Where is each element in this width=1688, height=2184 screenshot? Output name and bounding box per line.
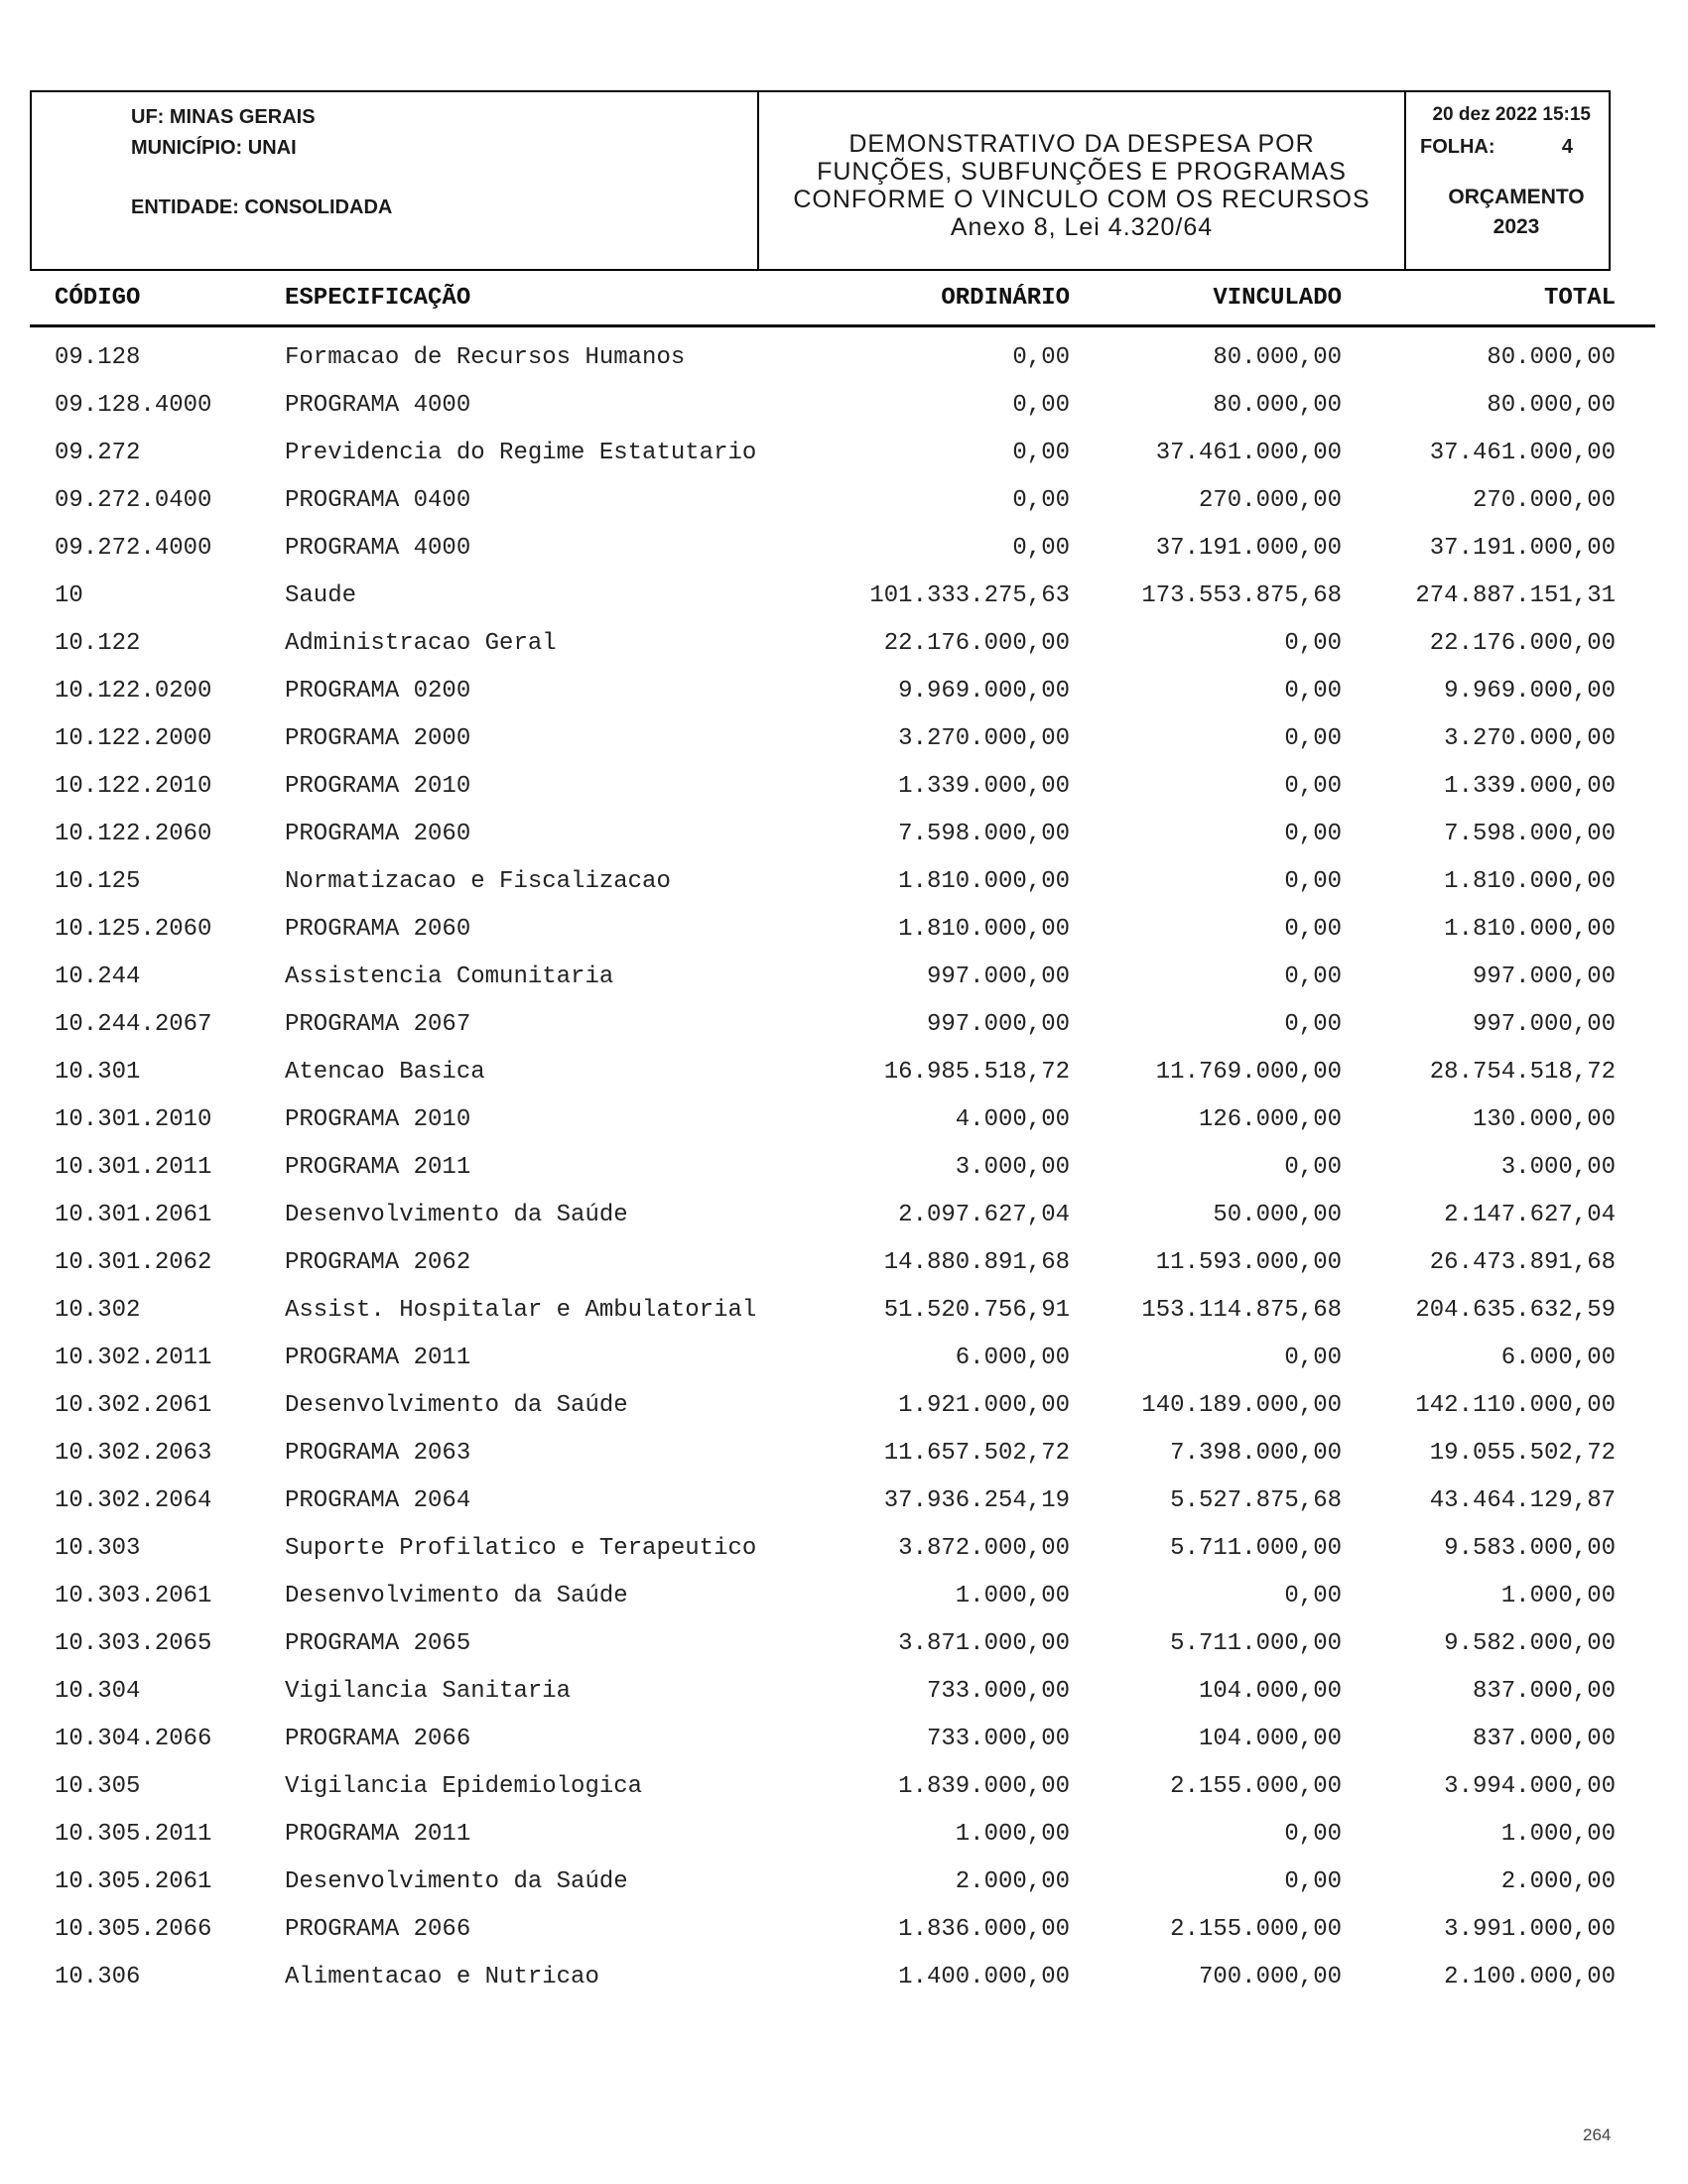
row-ordinario: 1.836.000,00 <box>898 1915 1070 1943</box>
table-row <box>55 1286 1616 1334</box>
row-vinculado: 104.000,00 <box>1198 1725 1342 1752</box>
row-ordinario: 0,00 <box>1012 343 1070 371</box>
row-ordinario: 997.000,00 <box>926 963 1070 990</box>
table-row <box>55 619 1616 667</box>
row-code: 10.306 <box>55 1963 141 1991</box>
row-vinculado: 0,00 <box>1284 772 1342 800</box>
row-vinculado: 37.461.000,00 <box>1155 439 1342 466</box>
row-ordinario: 22.176.000,00 <box>883 629 1070 657</box>
row-ordinario: 9.969.000,00 <box>898 677 1070 705</box>
table-row <box>55 1334 1616 1381</box>
row-ordinario: 1.000,00 <box>955 1582 1070 1609</box>
row-total: 1.000,00 <box>1500 1820 1616 1848</box>
row-code: 10.122.0200 <box>55 677 212 705</box>
row-spec: Formacao de Recursos Humanos <box>285 343 686 371</box>
row-spec: PROGRAMA 0200 <box>285 677 471 705</box>
row-vinculado: 0,00 <box>1284 1010 1342 1038</box>
row-ordinario: 733.000,00 <box>926 1677 1070 1705</box>
row-total: 204.635.632,59 <box>1415 1296 1616 1324</box>
column-header-codigo: CÓDIGO <box>55 284 141 312</box>
report-title-line-4: Anexo 8, Lei 4.320/64 <box>950 213 1214 241</box>
row-ordinario: 1.000,00 <box>955 1820 1070 1848</box>
table-row <box>55 1095 1616 1143</box>
report-title <box>759 92 1404 269</box>
row-vinculado: 0,00 <box>1284 629 1342 657</box>
row-total: 274.887.151,31 <box>1415 581 1616 609</box>
row-code: 10.301 <box>55 1058 141 1086</box>
folha-value: 4 <box>1561 136 1573 158</box>
row-vinculado: 0,00 <box>1284 915 1342 943</box>
row-spec: PROGRAMA 2062 <box>285 1248 471 1276</box>
row-total: 28.754.518,72 <box>1429 1058 1616 1086</box>
report-title-line-2: FUNÇÕES, SUBFUNÇÕES E PROGRAMAS <box>817 158 1347 186</box>
row-vinculado: 0,00 <box>1284 1820 1342 1848</box>
row-total: 9.583.000,00 <box>1444 1534 1616 1562</box>
table-row <box>55 1715 1616 1762</box>
table-row <box>55 524 1616 572</box>
report-title-line-1: DEMONSTRATIVO DA DESPESA POR <box>848 130 1315 158</box>
row-spec: PROGRAMA 2066 <box>285 1725 471 1752</box>
row-total: 130.000,00 <box>1472 1105 1616 1133</box>
row-ordinario: 101.333.275,63 <box>869 581 1070 609</box>
row-spec: PROGRAMA 2010 <box>285 772 471 800</box>
table-row <box>55 429 1616 476</box>
row-total: 837.000,00 <box>1472 1725 1616 1752</box>
row-vinculado: 0,00 <box>1284 1153 1342 1181</box>
row-code: 10.244.2067 <box>55 1010 212 1038</box>
row-ordinario: 0,00 <box>1012 486 1070 514</box>
municipio-label: MUNICÍPIO: UNAI <box>131 137 297 159</box>
row-code: 10.244 <box>55 963 141 990</box>
row-total: 43.464.129,87 <box>1429 1486 1616 1514</box>
table-row <box>55 953 1616 1000</box>
footer-page-number: 264 <box>1583 2125 1612 2144</box>
table-row <box>55 1762 1616 1810</box>
table-header-row <box>55 281 1616 315</box>
row-vinculado: 104.000,00 <box>1198 1677 1342 1705</box>
table-row <box>55 1572 1616 1619</box>
row-code: 10.303.2065 <box>55 1629 212 1657</box>
row-total: 9.582.000,00 <box>1444 1629 1616 1657</box>
row-code: 10.122.2000 <box>55 724 212 752</box>
table-row <box>55 381 1616 429</box>
row-code: 09.272.4000 <box>55 534 212 562</box>
row-code: 10.304 <box>55 1677 141 1705</box>
row-vinculado: 11.769.000,00 <box>1155 1058 1342 1086</box>
table-body <box>55 333 1616 2000</box>
table-row <box>55 1143 1616 1191</box>
row-total: 3.000,00 <box>1500 1153 1616 1181</box>
row-ordinario: 1.339.000,00 <box>898 772 1070 800</box>
row-vinculado: 2.155.000,00 <box>1170 1915 1342 1943</box>
row-spec: Vigilancia Epidemiologica <box>285 1772 643 1800</box>
row-spec: Desenvolvimento da Saúde <box>285 1867 628 1895</box>
column-header-total: TOTAL <box>1543 284 1616 312</box>
row-spec: Desenvolvimento da Saúde <box>285 1201 628 1228</box>
table-row <box>55 572 1616 619</box>
row-ordinario: 3.872.000,00 <box>898 1534 1070 1562</box>
row-vinculado: 5.527.875,68 <box>1170 1486 1342 1514</box>
row-spec: PROGRAMA 4000 <box>285 391 471 419</box>
row-code: 10.301.2011 <box>55 1153 212 1181</box>
table-row <box>55 1810 1616 1858</box>
row-code: 10.305 <box>55 1772 141 1800</box>
row-total: 270.000,00 <box>1472 486 1616 514</box>
row-ordinario: 3.000,00 <box>955 1153 1070 1181</box>
orcamento-year: 2023 <box>1493 215 1540 238</box>
table-row <box>55 1524 1616 1572</box>
row-ordinario: 0,00 <box>1012 391 1070 419</box>
row-code: 10.304.2066 <box>55 1725 212 1752</box>
row-total: 80.000,00 <box>1487 343 1616 371</box>
row-spec: Administracao Geral <box>285 629 557 657</box>
row-ordinario: 11.657.502,72 <box>883 1439 1070 1467</box>
table-row <box>55 1429 1616 1477</box>
table-row <box>55 1191 1616 1238</box>
row-code: 10.122 <box>55 629 141 657</box>
table-row <box>55 714 1616 762</box>
row-code: 10.302.2061 <box>55 1391 212 1419</box>
row-vinculado: 173.553.875,68 <box>1141 581 1342 609</box>
row-vinculado: 0,00 <box>1284 1582 1342 1609</box>
table-row <box>55 762 1616 810</box>
row-code: 10.302.2011 <box>55 1344 212 1371</box>
table-row <box>55 667 1616 714</box>
row-total: 997.000,00 <box>1472 1010 1616 1038</box>
row-total: 2.147.627,04 <box>1444 1201 1616 1228</box>
table-row <box>55 857 1616 905</box>
row-vinculado: 2.155.000,00 <box>1170 1772 1342 1800</box>
row-code: 10.302.2063 <box>55 1439 212 1467</box>
table-row <box>55 476 1616 524</box>
table-row <box>55 1477 1616 1524</box>
row-vinculado: 5.711.000,00 <box>1170 1534 1342 1562</box>
report-header-box <box>30 90 1611 271</box>
table-row <box>55 810 1616 857</box>
row-spec: PROGRAMA 2064 <box>285 1486 471 1514</box>
row-spec: PROGRAMA 2060 <box>285 915 471 943</box>
row-vinculado: 80.000,00 <box>1213 343 1342 371</box>
row-total: 837.000,00 <box>1472 1677 1616 1705</box>
row-ordinario: 1.810.000,00 <box>898 867 1070 895</box>
row-total: 37.191.000,00 <box>1429 534 1616 562</box>
row-total: 26.473.891,68 <box>1429 1248 1616 1276</box>
row-ordinario: 2.000,00 <box>955 1867 1070 1895</box>
table-row <box>55 333 1616 381</box>
row-vinculado: 140.189.000,00 <box>1141 1391 1342 1419</box>
row-code: 09.128 <box>55 343 141 371</box>
table-row <box>55 1000 1616 1048</box>
row-total: 1.339.000,00 <box>1444 772 1616 800</box>
row-ordinario: 1.921.000,00 <box>898 1391 1070 1419</box>
row-code: 10.302.2064 <box>55 1486 212 1514</box>
table-row <box>55 1953 1616 2000</box>
row-ordinario: 4.000,00 <box>955 1105 1070 1133</box>
row-total: 3.270.000,00 <box>1444 724 1616 752</box>
orcamento-label: ORÇAMENTO <box>1448 186 1585 208</box>
row-code: 10.305.2011 <box>55 1820 212 1848</box>
row-ordinario: 2.097.627,04 <box>898 1201 1070 1228</box>
folha-label: FOLHA: <box>1420 136 1495 158</box>
row-ordinario: 1.400.000,00 <box>898 1963 1070 1991</box>
row-spec: Suporte Profilatico e Terapeutico <box>285 1534 757 1562</box>
row-spec: Alimentacao e Nutricao <box>285 1963 599 1991</box>
row-code: 10.303.2061 <box>55 1582 212 1609</box>
table-row <box>55 1619 1616 1667</box>
row-ordinario: 3.871.000,00 <box>898 1629 1070 1657</box>
row-spec: PROGRAMA 4000 <box>285 534 471 562</box>
row-vinculado: 0,00 <box>1284 1344 1342 1371</box>
row-total: 3.994.000,00 <box>1444 1772 1616 1800</box>
row-spec: PROGRAMA 2000 <box>285 724 471 752</box>
row-total: 3.991.000,00 <box>1444 1915 1616 1943</box>
row-total: 7.598.000,00 <box>1444 820 1616 847</box>
row-total: 6.000,00 <box>1500 1344 1616 1371</box>
row-vinculado: 0,00 <box>1284 724 1342 752</box>
row-spec: PROGRAMA 2065 <box>285 1629 471 1657</box>
table-row <box>55 1667 1616 1715</box>
row-total: 997.000,00 <box>1472 963 1616 990</box>
row-vinculado: 0,00 <box>1284 963 1342 990</box>
row-spec: Atencao Basica <box>285 1058 485 1086</box>
row-code: 10 <box>55 581 83 609</box>
row-spec: Saude <box>285 581 357 609</box>
row-ordinario: 0,00 <box>1012 439 1070 466</box>
table-row <box>55 1381 1616 1429</box>
row-code: 10.122.2010 <box>55 772 212 800</box>
row-ordinario: 1.839.000,00 <box>898 1772 1070 1800</box>
row-total: 2.000,00 <box>1500 1867 1616 1895</box>
row-vinculado: 5.711.000,00 <box>1170 1629 1342 1657</box>
header-divider-rule <box>30 324 1655 327</box>
table-row <box>55 1858 1616 1905</box>
row-total: 19.055.502,72 <box>1429 1439 1616 1467</box>
row-spec: PROGRAMA 0400 <box>285 486 471 514</box>
column-header-ordinario: ORDINÁRIO <box>941 284 1070 312</box>
row-spec: PROGRAMA 2066 <box>285 1915 471 1943</box>
row-vinculado: 0,00 <box>1284 677 1342 705</box>
report-title-line-3: CONFORME O VINCULO COM OS RECURSOS <box>793 186 1370 213</box>
row-code: 09.128.4000 <box>55 391 212 419</box>
row-total: 9.969.000,00 <box>1444 677 1616 705</box>
row-spec: Desenvolvimento da Saúde <box>285 1582 628 1609</box>
row-total: 1.810.000,00 <box>1444 915 1616 943</box>
row-ordinario: 37.936.254,19 <box>883 1486 1070 1514</box>
row-code: 09.272.0400 <box>55 486 212 514</box>
row-vinculado: 0,00 <box>1284 867 1342 895</box>
row-code: 09.272 <box>55 439 141 466</box>
row-spec: PROGRAMA 2011 <box>285 1344 471 1371</box>
row-vinculado: 153.114.875,68 <box>1141 1296 1342 1324</box>
row-vinculado: 11.593.000,00 <box>1155 1248 1342 1276</box>
row-ordinario: 16.985.518,72 <box>883 1058 1070 1086</box>
row-vinculado: 50.000,00 <box>1213 1201 1342 1228</box>
row-ordinario: 6.000,00 <box>955 1344 1070 1371</box>
report-meta-cell <box>1404 92 1609 269</box>
row-ordinario: 733.000,00 <box>926 1725 1070 1752</box>
row-vinculado: 37.191.000,00 <box>1155 534 1342 562</box>
row-total: 37.461.000,00 <box>1429 439 1616 466</box>
row-vinculado: 700.000,00 <box>1198 1963 1342 1991</box>
row-spec: Desenvolvimento da Saúde <box>285 1391 628 1419</box>
row-ordinario: 0,00 <box>1012 534 1070 562</box>
row-vinculado: 80.000,00 <box>1213 391 1342 419</box>
row-vinculado: 0,00 <box>1284 820 1342 847</box>
entidade-label: ENTIDADE: CONSOLIDADA <box>131 196 393 218</box>
row-ordinario: 51.520.756,91 <box>883 1296 1070 1324</box>
row-spec: Normatizacao e Fiscalizacao <box>285 867 671 895</box>
row-code: 10.301.2010 <box>55 1105 212 1133</box>
row-spec: PROGRAMA 2063 <box>285 1439 471 1467</box>
row-ordinario: 7.598.000,00 <box>898 820 1070 847</box>
row-total: 1.810.000,00 <box>1444 867 1616 895</box>
row-code: 10.301.2062 <box>55 1248 212 1276</box>
row-spec: PROGRAMA 2010 <box>285 1105 471 1133</box>
row-code: 10.125 <box>55 867 141 895</box>
uf-label: UF: MINAS GERAIS <box>131 106 316 128</box>
column-header-especificacao: ESPECIFICAÇÃO <box>285 284 471 312</box>
row-spec: Vigilancia Sanitaria <box>285 1677 572 1705</box>
row-total: 1.000,00 <box>1500 1582 1616 1609</box>
row-code: 10.303 <box>55 1534 141 1562</box>
row-code: 10.302 <box>55 1296 141 1324</box>
table-row <box>55 1905 1616 1953</box>
row-code: 10.125.2060 <box>55 915 212 943</box>
row-total: 80.000,00 <box>1487 391 1616 419</box>
row-code: 10.301.2061 <box>55 1201 212 1228</box>
print-datetime: 20 dez 2022 15:15 <box>1432 104 1591 125</box>
folha-row <box>1420 136 1573 159</box>
row-code: 10.305.2061 <box>55 1867 212 1895</box>
column-header-vinculado: VINCULADO <box>1213 284 1342 312</box>
row-spec: PROGRAMA 2060 <box>285 820 471 847</box>
row-ordinario: 997.000,00 <box>926 1010 1070 1038</box>
row-ordinario: 14.880.891,68 <box>883 1248 1070 1276</box>
report-title-cell <box>757 92 1404 269</box>
row-total: 22.176.000,00 <box>1429 629 1616 657</box>
row-code: 10.305.2066 <box>55 1915 212 1943</box>
row-vinculado: 270.000,00 <box>1198 486 1342 514</box>
row-ordinario: 3.270.000,00 <box>898 724 1070 752</box>
table-row <box>55 1238 1616 1286</box>
row-spec: Assistencia Comunitaria <box>285 963 614 990</box>
row-vinculado: 0,00 <box>1284 1867 1342 1895</box>
row-total: 2.100.000,00 <box>1444 1963 1616 1991</box>
entity-info-cell <box>32 92 757 269</box>
row-spec: PROGRAMA 2011 <box>285 1153 471 1181</box>
row-spec: PROGRAMA 2067 <box>285 1010 471 1038</box>
row-code: 10.122.2060 <box>55 820 212 847</box>
row-vinculado: 126.000,00 <box>1198 1105 1342 1133</box>
table-row <box>55 1048 1616 1095</box>
row-ordinario: 1.810.000,00 <box>898 915 1070 943</box>
row-vinculado: 7.398.000,00 <box>1170 1439 1342 1467</box>
row-spec: Assist. Hospitalar e Ambulatorial <box>285 1296 757 1324</box>
table-row <box>55 905 1616 953</box>
row-spec: Previdencia do Regime Estatutario <box>285 439 757 466</box>
row-total: 142.110.000,00 <box>1415 1391 1616 1419</box>
row-spec: PROGRAMA 2011 <box>285 1820 471 1848</box>
